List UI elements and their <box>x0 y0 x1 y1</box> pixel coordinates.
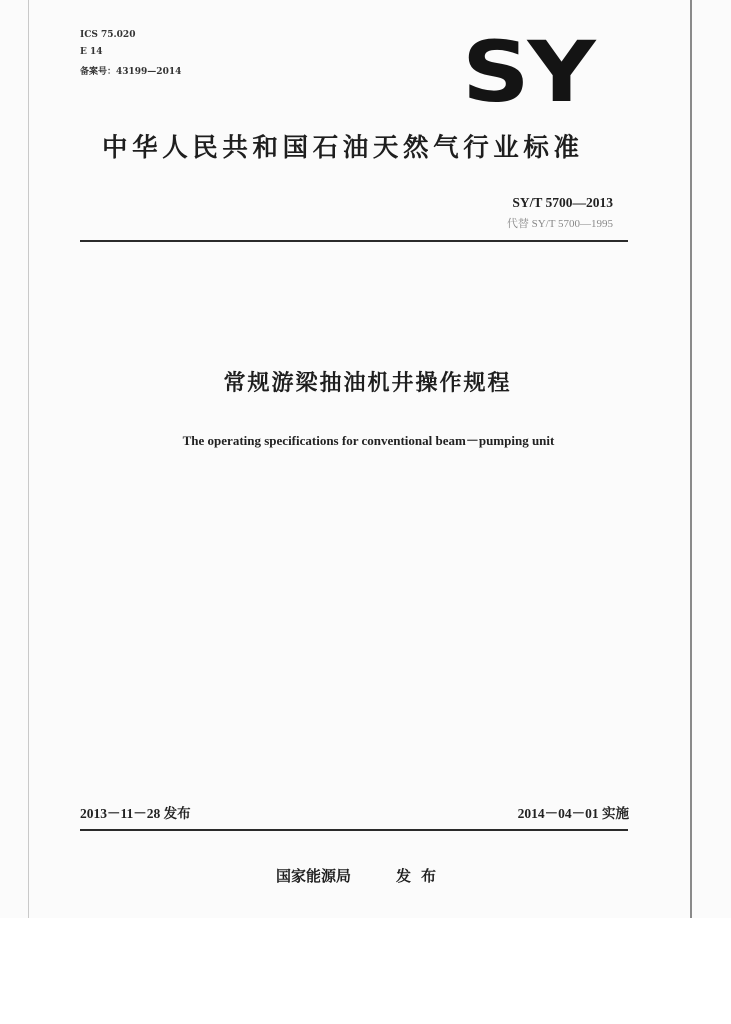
sy-logo: SY <box>462 23 594 121</box>
document-title-en: The operating specifications for conventional beam－pumping unit <box>182 433 555 448</box>
replaces-standard: 代替 SY/T 5700—1995 <box>506 218 613 230</box>
page-edge-left <box>28 0 29 918</box>
top-divider <box>80 240 628 242</box>
page-edge-right <box>690 0 692 918</box>
standard-category-title: 中华人民共和国石油天然气行业标准 <box>102 133 584 163</box>
issue-date: 2013－11－28 发布 <box>80 806 191 821</box>
publisher-name: 国家能源局 <box>276 867 352 885</box>
document-title-cn: 常规游梁抽油机井操作规程 <box>223 371 512 396</box>
implementation-date: 2014－04－01 实施 <box>517 806 629 821</box>
publisher-action: 发布 <box>396 867 447 885</box>
page-bottom-margin <box>0 918 731 1024</box>
category-code: E 14 <box>80 47 103 57</box>
ics-code: ICS 75.020 <box>80 30 136 40</box>
bottom-divider <box>80 829 628 831</box>
standard-number: SY/T 5700—2013 <box>512 195 613 210</box>
filing-number: 备案号：43199—2014 <box>80 67 182 77</box>
